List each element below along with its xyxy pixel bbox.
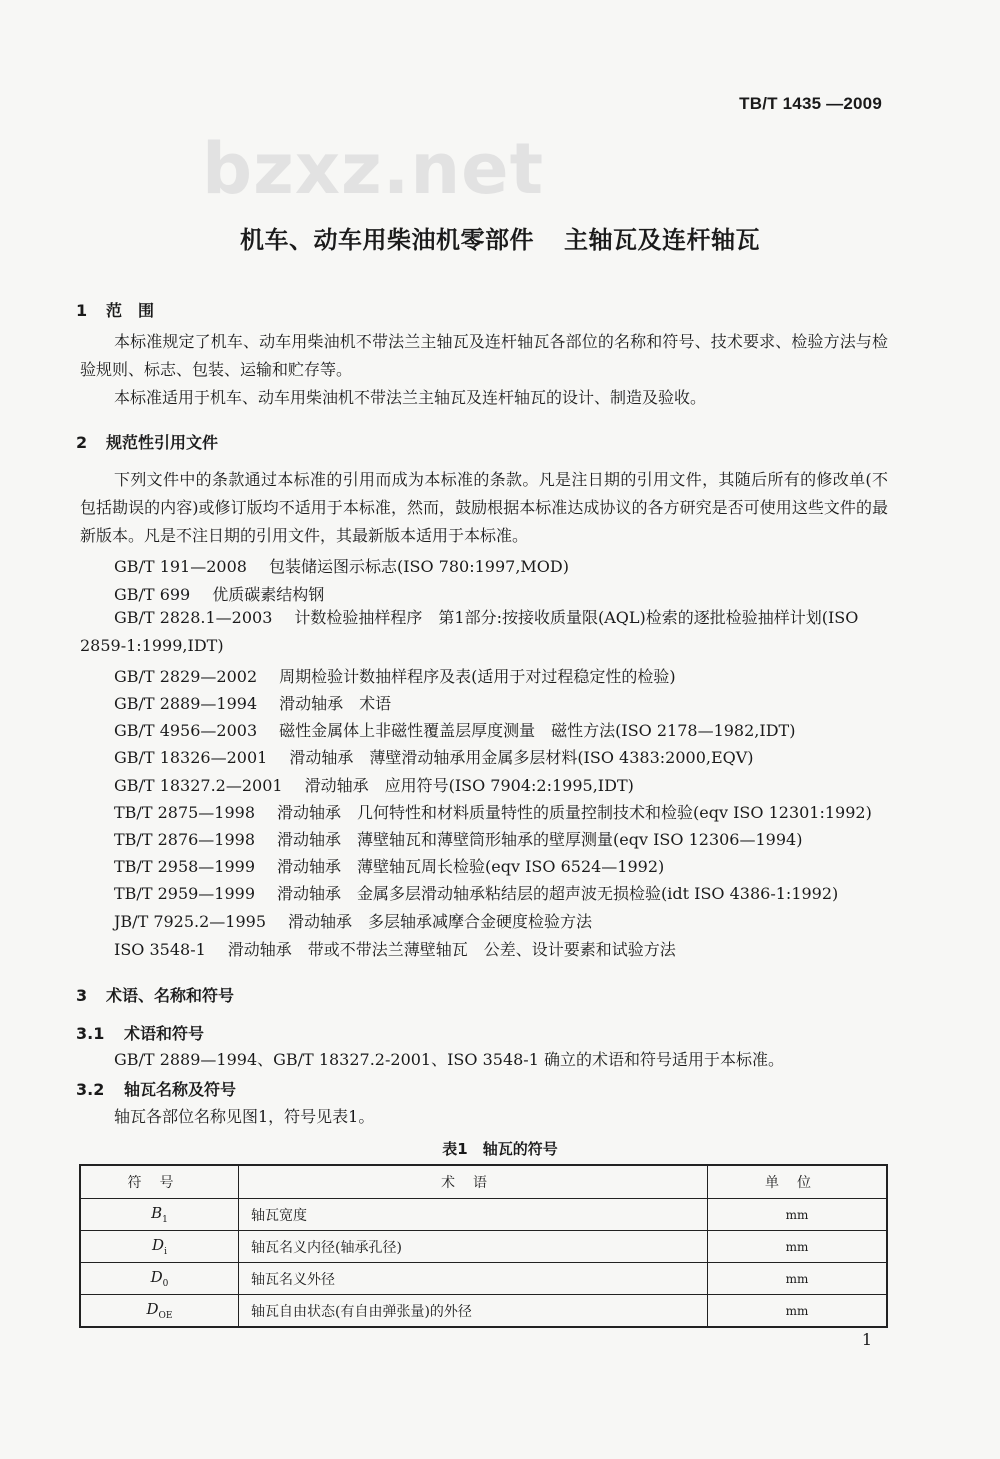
symbol-subscript: 0	[162, 1279, 169, 1289]
reference-item	[114, 773, 634, 796]
table-header-row	[80, 1165, 887, 1199]
document-title	[0, 220, 1000, 255]
symbols-table	[79, 1164, 888, 1328]
section-number: 3	[76, 986, 88, 1005]
term-cell: 轴瓦名义内径(轴承孔径)	[239, 1231, 708, 1263]
symbol-subscript: 1	[162, 1215, 168, 1225]
table-title: 表1 轴瓦的符号	[442, 1140, 558, 1158]
table-row	[80, 1263, 887, 1295]
reference-item	[114, 854, 664, 877]
column-header-symbol: 符号	[80, 1165, 239, 1199]
reference-item	[114, 937, 676, 960]
symbol-letter: D	[152, 1236, 165, 1254]
reference-item	[114, 909, 592, 932]
symbol-subscript: OE	[158, 1311, 173, 1321]
symbol-letter: D	[150, 1268, 163, 1286]
symbol-letter: B	[151, 1204, 163, 1222]
reference-code: TB/T 2876—1998	[114, 830, 256, 849]
reference-title: 滑动轴承 金属多层滑动轴承粘结层的超声波无损检验(idt ISO 4386-1:1992)	[277, 884, 839, 903]
reference-code: GB/T 18326—2001	[114, 748, 268, 767]
reference-title: 滑动轴承 几何特性和材料质量特性的质量控制技术和检验(eqv ISO 12301:1992)	[277, 803, 872, 822]
reference-title: 计数检验抽样程序 第1部分:按接收质量限(AQL)检索的逐批检验抽样计划(ISO 2859-1:1999,IDT)	[80, 608, 859, 655]
title-part-1: 机车、动车用柴油机零部件	[240, 226, 534, 254]
unit-cell: mm	[708, 1231, 888, 1263]
reference-title: 滑动轴承 薄壁轴瓦周长检验(eqv ISO 6524—1992)	[277, 857, 665, 876]
reference-code: TB/T 2959—1999	[114, 884, 256, 903]
reference-title: 滑动轴承 薄壁滑动轴承用金属多层材料(ISO 4383:2000,EQV)	[289, 748, 754, 767]
standard-number: TB/T 1435 —2009	[739, 94, 882, 113]
reference-title: 周期检验计数抽样程序及表(适用于对过程稳定性的检验)	[279, 667, 676, 686]
title-part-2: 主轴瓦及连杆轴瓦	[564, 226, 760, 254]
unit-cell: mm	[708, 1295, 888, 1328]
reference-title: 滑动轴承 应用符号(ISO 7904:2:1995,IDT)	[304, 776, 634, 795]
section-1-heading	[76, 298, 154, 321]
section-title: 规范性引用文件	[106, 433, 219, 452]
section-title: 范 围	[106, 301, 155, 320]
references-intro: 下列文件中的条款通过本标准的引用而成为本标准的条款。凡是注日期的引用文件，其随后所有的修改单(不包括勘误的内容)或修订版均不适用于本标准，然而，鼓励根据本标准达成协议的各方研究是否可使用这些文件的最新版本。凡是不注日期的引用文件，其最新版本适用于本标准。	[80, 470, 888, 545]
scope-paragraph-1: 本标准规定了机车、动车用柴油机不带法兰主轴瓦及连杆轴瓦各部位的名称和符号、技术要求、检验方法与检验规则、标志、包装、运输和贮存等。	[80, 332, 888, 379]
symbol-letter: D	[146, 1300, 159, 1318]
reference-title: 优质碳素结构钢	[212, 585, 325, 604]
subsection-number: 3.1	[76, 1024, 105, 1043]
column-header-term: 术语	[239, 1165, 708, 1199]
reference-code: GB/T 699	[114, 585, 191, 604]
unit-cell: mm	[708, 1199, 888, 1231]
reference-code: GB/T 2889—1994	[114, 694, 258, 713]
scope-paragraph-2: 本标准适用于机车、动车用柴油机不带法兰主轴瓦及连杆轴瓦的设计、制造及验收。	[114, 388, 707, 407]
reference-title: 滑动轴承 薄壁轴瓦和薄壁筒形轴承的壁厚测量(eqv ISO 12306—1994)	[277, 830, 803, 849]
reference-item	[114, 881, 838, 904]
section-2-heading	[76, 430, 218, 453]
reference-code: ISO 3548-1	[114, 940, 206, 959]
column-header-unit: 单位	[708, 1165, 888, 1199]
reference-item	[114, 691, 391, 714]
reference-title: 包装储运图示标志(ISO 780:1997,MOD)	[268, 557, 569, 576]
section-title: 术语、名称和符号	[106, 986, 235, 1005]
subsection-3-2-text: 轴瓦各部位名称见图1，符号见表1。	[114, 1107, 375, 1126]
subsection-3-1-heading	[76, 1021, 204, 1044]
reference-code: GB/T 2828.1—2003	[114, 608, 273, 627]
section-3-heading	[76, 983, 234, 1006]
reference-title: 滑动轴承 术语	[279, 694, 392, 713]
subsection-title: 术语和符号	[124, 1024, 205, 1043]
page-number: 1	[861, 1330, 872, 1349]
reference-item	[114, 582, 324, 605]
reference-item	[114, 800, 872, 823]
reference-code: TB/T 2875—1998	[114, 803, 256, 822]
reference-title: 磁性金属体上非磁性覆盖层厚度测量 磁性方法(ISO 2178—1982,IDT)	[279, 721, 796, 740]
subsection-3-2-heading	[76, 1077, 236, 1100]
reference-title: 滑动轴承 带或不带法兰薄壁轴瓦 公差、设计要素和试验方法	[227, 940, 676, 959]
section-number: 2	[76, 433, 88, 452]
reference-item	[114, 745, 754, 768]
table-row	[80, 1231, 887, 1263]
term-cell: 轴瓦名义外径	[239, 1263, 708, 1295]
symbol-cell	[80, 1199, 239, 1231]
reference-code: GB/T 4956—2003	[114, 721, 258, 740]
section-number: 1	[76, 301, 88, 320]
term-cell: 轴瓦自由状态(有自由弹张量)的外径	[239, 1295, 708, 1328]
subsection-3-1-text: GB/T 2889—1994、GB/T 18327.2-2001、ISO 3548-1 确立的术语和符号适用于本标准。	[114, 1050, 784, 1069]
reference-code: JB/T 7925.2—1995	[114, 912, 267, 931]
reference-item	[80, 604, 888, 660]
symbol-cell	[80, 1231, 239, 1263]
table-row	[80, 1295, 887, 1328]
reference-item	[114, 827, 802, 850]
reference-code: GB/T 2829—2002	[114, 667, 258, 686]
term-cell: 轴瓦宽度	[239, 1199, 708, 1231]
table-row	[80, 1199, 887, 1231]
reference-code: GB/T 191—2008	[114, 557, 247, 576]
reference-item	[114, 664, 676, 687]
unit-cell: mm	[708, 1263, 888, 1295]
symbol-cell	[80, 1295, 239, 1328]
subsection-title: 轴瓦名称及符号	[124, 1080, 237, 1099]
subsection-number: 3.2	[76, 1080, 105, 1099]
reference-title: 滑动轴承 多层轴承减摩合金硬度检验方法	[288, 912, 593, 931]
reference-item	[114, 554, 569, 577]
reference-code: TB/T 2958—1999	[114, 857, 256, 876]
symbol-cell	[80, 1263, 239, 1295]
symbol-subscript: i	[164, 1247, 167, 1257]
reference-item	[114, 718, 795, 741]
watermark: bzxz.net	[202, 128, 545, 210]
reference-code: GB/T 18327.2—2001	[114, 776, 283, 795]
